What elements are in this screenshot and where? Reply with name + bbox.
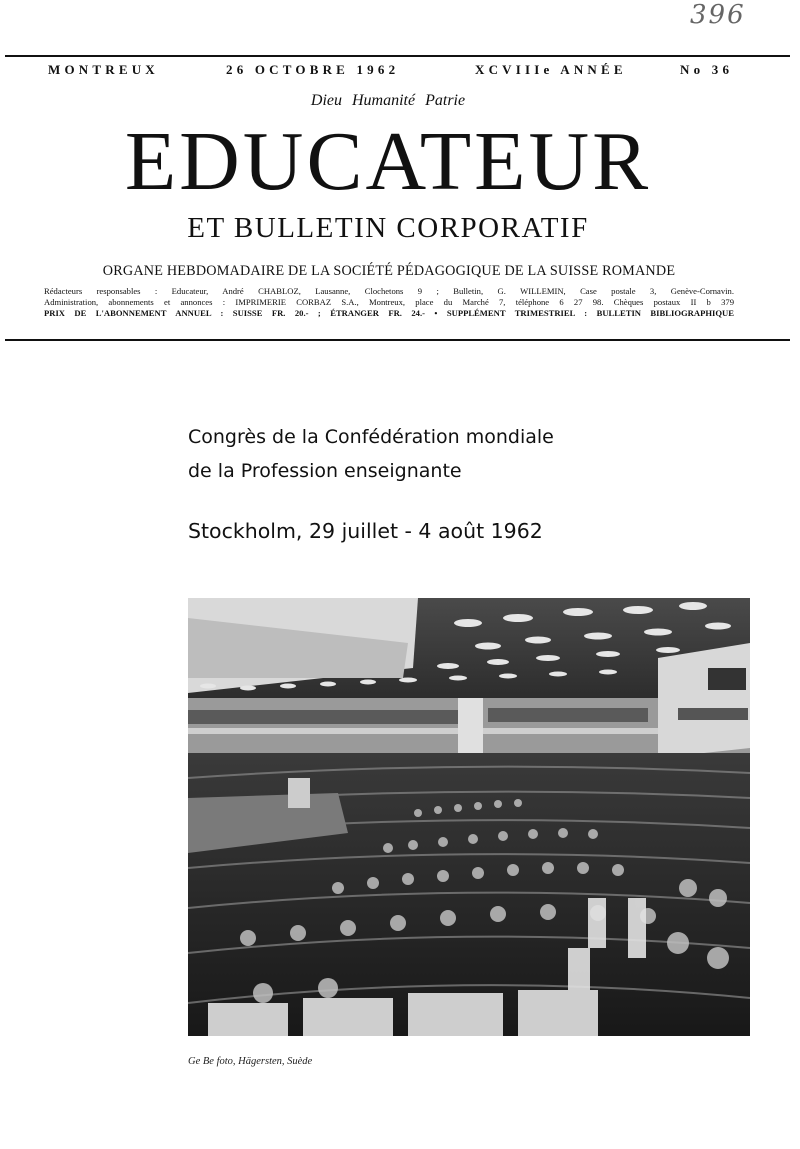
article-heading-place-date: Stockholm, 29 juillet - 4 août 1962: [188, 519, 543, 543]
handwritten-page-number: 396: [690, 0, 746, 30]
price-line: PRIX DE L'ABONNEMENT ANNUEL : SUISSE FR. 20.- ; ÉTRANGER FR. 24.- • SUPPLÉMENT TRIMESTRIEL : BULLETIN BIBLIOGRAPHIQUE: [44, 308, 734, 318]
dateline-year: XCVIIIe ANNÉE: [475, 62, 627, 77]
organe-line: ORGANE HEBDOMADAIRE DE LA SOCIÉTÉ PÉDAGOGIQUE DE LA SUISSE ROMANDE: [102, 263, 676, 279]
motto: Dieu Humanité Patrie: [310, 92, 466, 109]
photo-credit: Ge Be foto, Hägersten, Suède: [188, 1056, 313, 1067]
administration-line: Administration, abonnements et annonces : IMPRIMERIE CORBAZ S.A., Montreux, place du Marché 7, téléphone 6 27 98. Chèques postaux II b 379: [44, 297, 734, 307]
masthead-subtitle: ET BULLETIN CORPORATIF: [187, 212, 589, 244]
dateline-issue: No 36: [680, 62, 734, 77]
congress-hall-photo: [188, 598, 750, 1036]
top-rule: [5, 55, 790, 57]
dateline-city: MONTREUX: [48, 62, 159, 77]
dateline: [48, 62, 738, 80]
masthead-title: EDUCATEUR: [124, 115, 652, 208]
article-heading-line-2: de la Profession enseignante: [188, 460, 462, 482]
article-heading-line-1: Congrès de la Confédération mondiale: [188, 426, 554, 448]
masthead-details: [44, 286, 734, 319]
dateline-date: 26 OCTOBRE 1962: [226, 62, 400, 77]
bottom-rule: [5, 339, 790, 341]
editors-line: Rédacteurs responsables : Educateur, André CHABLOZ, Lausanne, Clochetons 9 ; Bulletin, G. WILLEMIN, Case postale 3, Genève-Cornavin.: [44, 286, 734, 296]
